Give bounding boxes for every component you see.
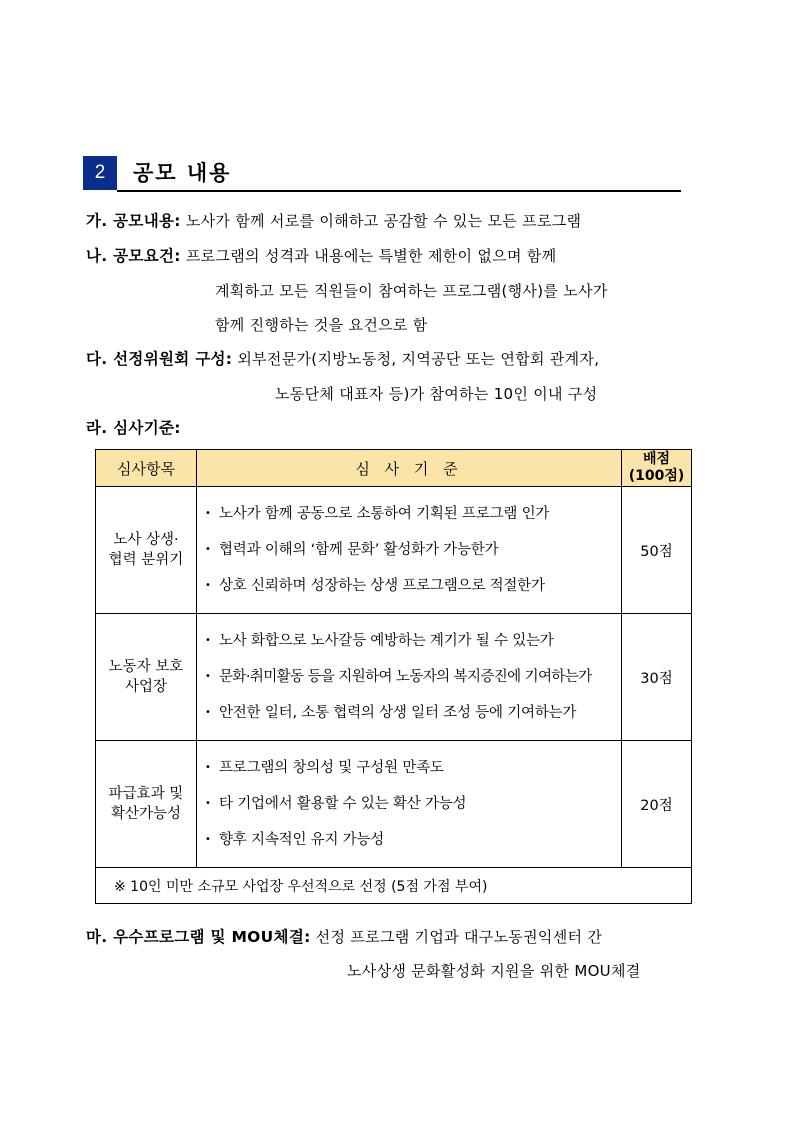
bullet-text: 문화·취미활동 등을 지원하여 노동자의 복지증진에 기여하는가 [219, 669, 592, 685]
category-line-2: 사업장 [124, 679, 168, 695]
criteria-category [96, 487, 197, 614]
item-ga-text: 노사가 함께 서로를 이해하고 공감할 수 있는 모든 프로그램 [185, 212, 582, 230]
criteria-score: 30점 [622, 614, 692, 741]
header-score-line-1: 배점 [642, 451, 671, 467]
header-score-line-2: (100점) [628, 468, 685, 484]
list-item [205, 786, 617, 822]
bullet-icon: • [205, 508, 211, 519]
category-line-1: 노동자 보호 [108, 659, 184, 675]
table-row [96, 614, 692, 741]
section-title: 공모 내용 [133, 161, 232, 185]
list-item [205, 659, 617, 695]
header-criteria: 심 사 기 준 [197, 450, 622, 487]
criteria-bullets [197, 741, 622, 868]
bullet-icon: • [205, 798, 211, 809]
bullet-text: 노사 화합으로 노사갈등 예방하는 계기가 될 수 있는가 [219, 633, 554, 649]
criteria-category [96, 741, 197, 868]
table-row [96, 487, 692, 614]
list-item [205, 623, 617, 659]
list-item [205, 822, 617, 858]
list-item [205, 496, 617, 532]
bullet-text: 협력과 이해의 ‘함께 문화’ 활성화가 가능한가 [219, 542, 499, 558]
bullet-icon: • [205, 707, 211, 718]
item-ra-label: 라. 심사기준: [86, 419, 181, 437]
bullet-icon: • [205, 834, 211, 845]
list-item [205, 750, 617, 786]
bullet-icon: • [205, 544, 211, 555]
bullet-icon: • [205, 635, 211, 646]
item-na-label: 나. 공모요건: [86, 247, 181, 265]
item-ma-line-1: 선정 프로그램 기업과 대구노동권익센터 간 [315, 928, 603, 946]
section-number: 2 [83, 156, 117, 190]
criteria-score: 20점 [622, 741, 692, 868]
item-da-line-1: 외부전문가(지방노동청, 지역공단 또는 연합회 관계자, [237, 350, 600, 368]
item-ra [86, 418, 181, 438]
bullet-icon: • [205, 580, 211, 591]
item-na-line-2: 계획하고 모든 직원들이 참여하는 프로그램(행사)를 노사가 [215, 282, 608, 300]
item-na-line-1: 프로그램의 성격과 내용에는 특별한 제한이 없으며 함께 [185, 247, 557, 265]
criteria-category [96, 614, 197, 741]
category-line-2: 확산가능성 [110, 806, 182, 822]
criteria-score: 50점 [622, 487, 692, 614]
item-ma-label: 마. 우수프로그램 및 MOU체결: [86, 928, 311, 946]
category-line-1: 파급효과 및 [108, 786, 184, 802]
header-score [622, 450, 692, 487]
bullet-icon: • [205, 671, 211, 682]
list-item [205, 695, 617, 731]
item-ga-label: 가. 공모내용: [86, 212, 181, 230]
criteria-bullets [197, 614, 622, 741]
heading-underline [117, 190, 681, 192]
bullet-text: 프로그램의 창의성 및 구성원 만족도 [219, 760, 444, 776]
criteria-bullets [197, 487, 622, 614]
table-row [96, 741, 692, 868]
bullet-text: 노사가 함께 공동으로 소통하여 기획된 프로그램 인가 [219, 506, 550, 522]
bullet-icon: • [205, 762, 211, 773]
item-ga [86, 211, 581, 231]
item-na-line-3: 함께 진행하는 것을 요건으로 함 [215, 316, 428, 334]
list-item [205, 532, 617, 568]
bullet-text: 안전한 일터, 소통 협력의 상생 일터 조성 등에 기여하는가 [219, 705, 577, 721]
category-line-1: 노사 상생· [113, 532, 179, 548]
bullet-text: 향후 지속적인 유지 가능성 [219, 832, 385, 848]
item-na [86, 246, 556, 266]
list-item [205, 568, 617, 604]
bullet-text: 타 기업에서 활용할 수 있는 확산 가능성 [219, 796, 467, 812]
item-da [86, 349, 599, 369]
item-ma-line-2: 노사상생 문화활성화 지원을 위한 MOU체결 [347, 962, 641, 980]
criteria-table [95, 449, 692, 904]
header-item: 심사항목 [96, 450, 197, 487]
note-row [96, 868, 692, 904]
item-da-label: 다. 선정위원회 구성: [86, 350, 233, 368]
section-heading [83, 156, 681, 192]
item-da-line-2: 노동단체 대표자 등)가 참여하는 10인 이내 구성 [275, 385, 598, 403]
category-line-2: 협력 분위기 [108, 552, 184, 568]
table-note: ※ 10인 미만 소규모 사업장 우선적으로 선정 (5점 가점 부여) [96, 868, 692, 904]
bullet-text: 상호 신뢰하며 성장하는 상생 프로그램으로 적절한가 [219, 578, 545, 594]
criteria-header-row [96, 450, 692, 487]
item-ma [86, 927, 602, 947]
